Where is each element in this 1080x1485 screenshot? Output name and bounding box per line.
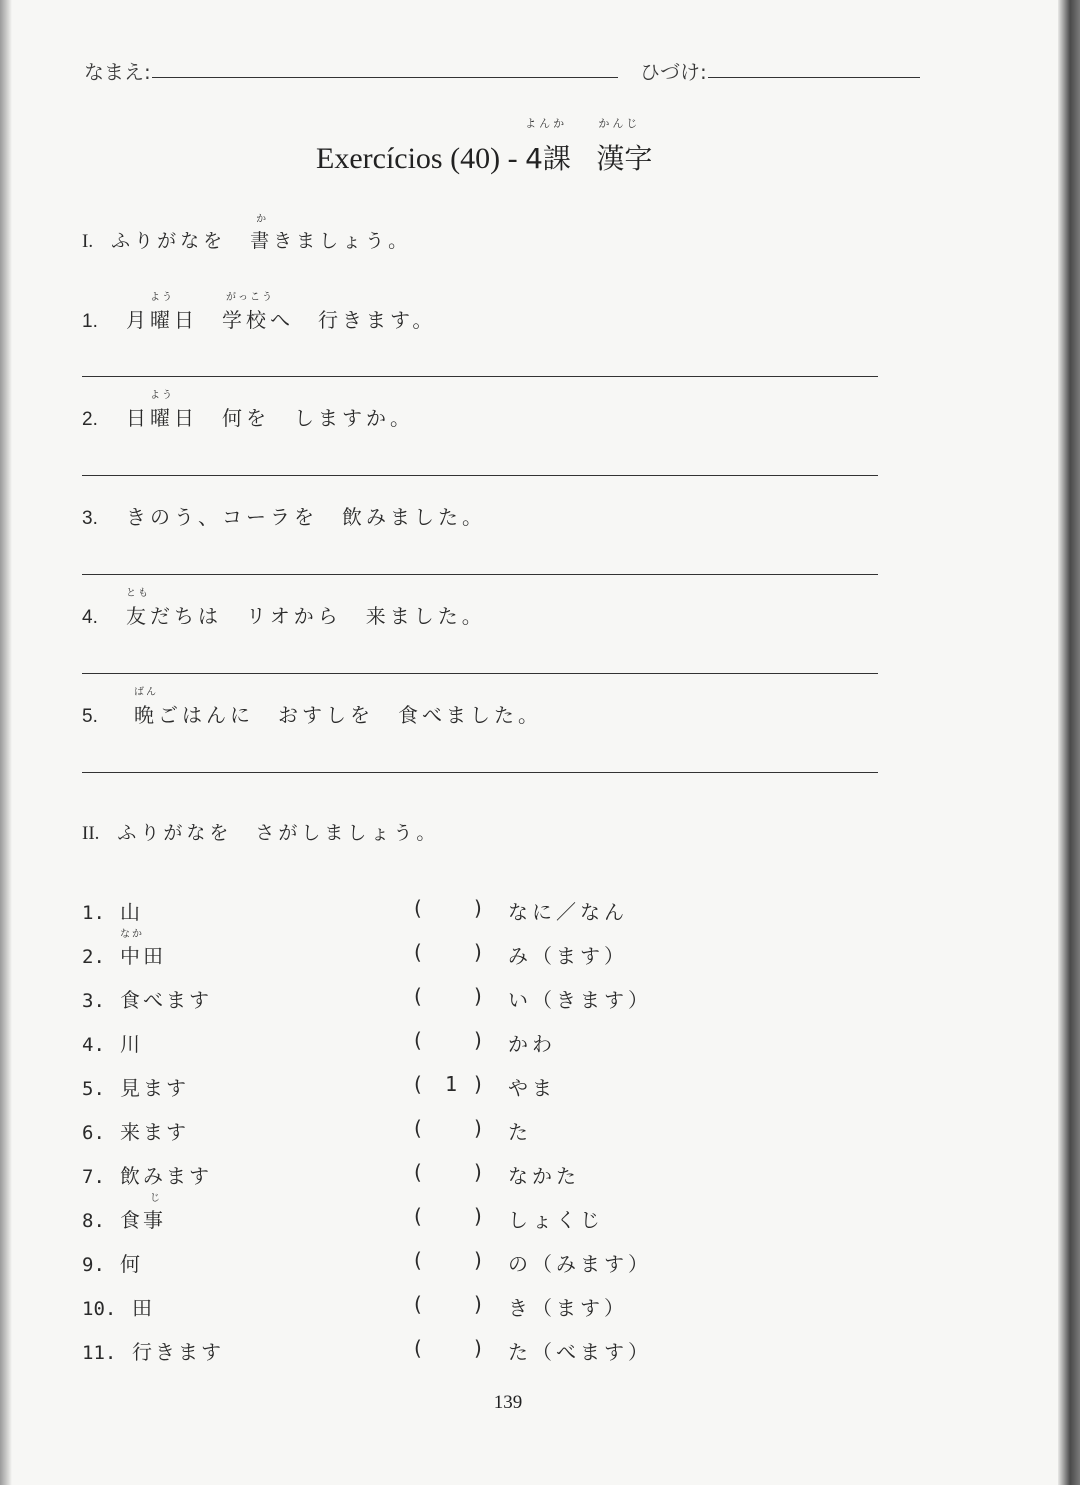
page-number: 139 — [493, 1392, 523, 1413]
match-reading-10: き（ます） — [508, 1296, 628, 1320]
answer-line-3[interactable] — [82, 574, 878, 575]
match-item-6: 6. 来ます — [82, 1120, 189, 1144]
question-1: 1. 月曜日 学校へ 行きます。 — [82, 308, 437, 332]
match-reading-6: た — [508, 1120, 532, 1144]
date-label: ひづけ: — [640, 60, 707, 84]
answer-line-1[interactable] — [82, 376, 878, 377]
match-answer-5[interactable]: ( 1 ) — [414, 1072, 482, 1096]
match-answer-2[interactable]: ( ) — [414, 940, 482, 964]
match-answer-10[interactable]: ( ) — [414, 1292, 482, 1316]
match-reading-11: た（べます） — [508, 1340, 652, 1364]
date-field[interactable] — [708, 77, 920, 78]
page-left-shadow — [0, 0, 12, 1485]
title-prefix: Exercícios (40) - — [316, 142, 526, 175]
section-1-heading: I. ふりがなを か 書きましょう。 — [82, 226, 411, 253]
match-reading-5: やま — [508, 1076, 556, 1100]
match-reading-7: なかた — [508, 1164, 580, 1188]
match-answer-1[interactable]: ( ) — [414, 896, 482, 920]
title-kanji-reading: かんじ — [598, 117, 641, 130]
question-1-ruby-1: よう — [150, 292, 174, 303]
match-item-2: 2. 中田 — [82, 944, 166, 968]
question-5: 5. 晩ごはんに おすしを 食べました。 — [82, 703, 542, 727]
match-answer-8[interactable]: ( ) — [414, 1204, 482, 1228]
name-label: なまえ: — [84, 60, 151, 84]
question-2: 2. 日曜日 何を しますか。 — [82, 406, 414, 430]
match-item-10: 10. 田 — [82, 1296, 155, 1320]
match-item-7: 7. 飲みます — [82, 1164, 212, 1188]
match-reading-1: なに／なん — [508, 900, 628, 924]
question-5-ruby-1: ばん — [134, 687, 158, 698]
title-lesson-reading: よんか — [525, 117, 568, 130]
question-3: 3. きのう、コーラを 飲みました。 — [82, 505, 486, 529]
question-4-ruby-1: とも — [126, 588, 150, 599]
name-field[interactable] — [152, 77, 618, 78]
answer-line-2[interactable] — [82, 475, 878, 476]
match-item-8: 8. 食事 — [82, 1208, 166, 1232]
match-item-4: 4. 川 — [82, 1032, 143, 1056]
match-reading-8: しょくじ — [508, 1208, 604, 1232]
match-reading-4: かわ — [508, 1032, 556, 1056]
question-4: 4. 友だちは リオから 来ました。 — [82, 604, 486, 628]
question-1-ruby-2: がっこう — [226, 292, 274, 303]
match-answer-3[interactable]: ( ) — [414, 984, 482, 1008]
answer-line-4[interactable] — [82, 673, 878, 674]
section-1-ruby: か — [256, 214, 269, 225]
match-answer-6[interactable]: ( ) — [414, 1116, 482, 1140]
match-answer-7[interactable]: ( ) — [414, 1160, 482, 1184]
match-answer-11[interactable]: ( ) — [414, 1336, 482, 1360]
match-reading-2: み（ます） — [508, 944, 628, 968]
match-item-1: 1. 山 — [82, 900, 143, 924]
match-reading-3: い（きます） — [508, 988, 652, 1012]
section-2-heading: II. ふりがなを さがしましょう。 — [82, 822, 440, 844]
answer-line-5[interactable] — [82, 772, 878, 773]
match-item-8-ruby: じ — [150, 1193, 162, 1204]
page-title — [316, 117, 653, 177]
match-item-9: 9. 何 — [82, 1252, 143, 1276]
match-reading-9: の（みます） — [508, 1252, 652, 1276]
match-answer-4[interactable]: ( ) — [414, 1028, 482, 1052]
match-item-11: 11. 行きます — [82, 1340, 224, 1364]
match-item-5: 5. 見ます — [82, 1076, 189, 1100]
title-kanji: かんじ 漢字 — [596, 117, 653, 175]
title-lesson: よんか 4課 — [525, 117, 571, 175]
match-item-3: 3. 食べます — [82, 988, 212, 1012]
match-answer-9[interactable]: ( ) — [414, 1248, 482, 1272]
match-item-2-ruby: なか — [120, 929, 144, 940]
question-2-ruby-1: よう — [150, 390, 174, 401]
book-spine-edge — [1058, 0, 1080, 1485]
